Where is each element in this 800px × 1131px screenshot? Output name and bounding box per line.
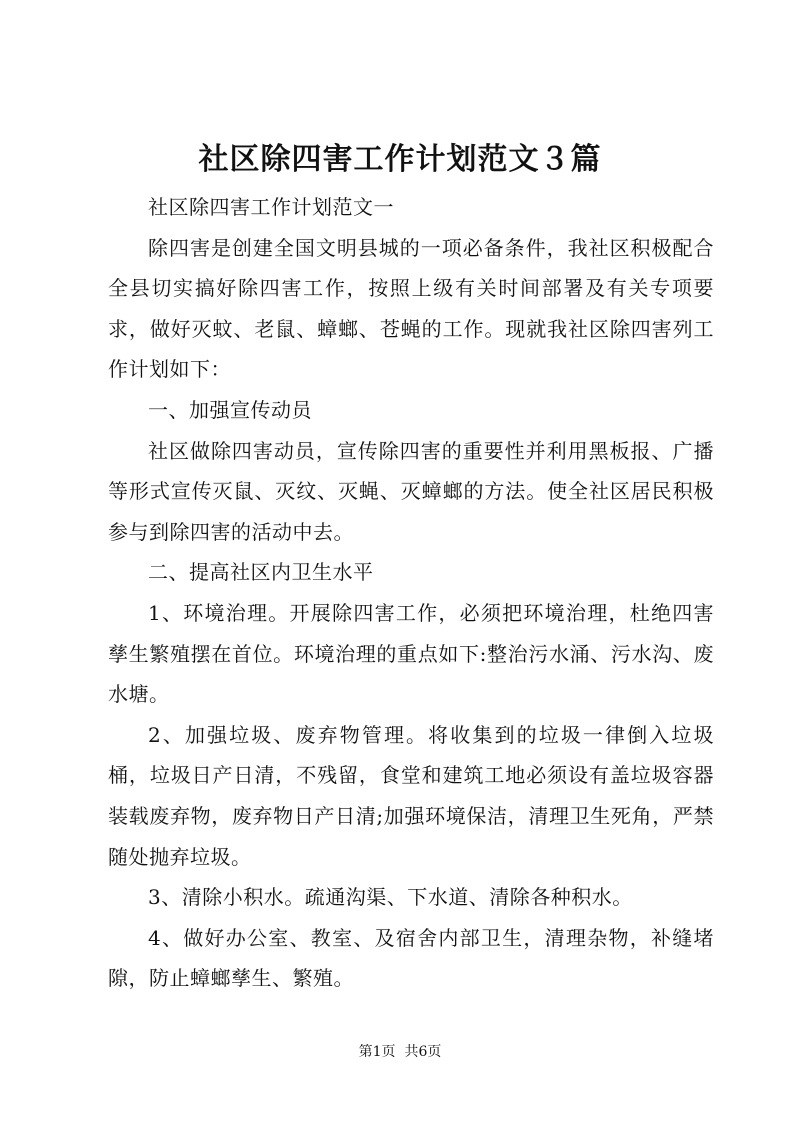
page-indicator: 第1页 共6页 [358, 1044, 442, 1060]
section-heading-example-one: 社区除四害工作计划范文一 [148, 195, 394, 219]
publicity-paragraph: 社区做除四害动员，宣传除四害的重要性并利用黑板报、广播等形式宣传灭鼠、灭纹、灭蝇、灭蟑螂的方法。使全社区居民积极参与到除四害的活动中去。 [108, 438, 714, 544]
document-body [108, 187, 714, 999]
item-indoor-paragraph: 4、做好办公室、教室、及宿舍内部卫生，清理杂物，补缝堵隙，防止蟑螂孳生、繁殖。 [108, 925, 714, 991]
page-footer [0, 1042, 800, 1062]
section-heading-publicity: 一、加强宣传动员 [148, 397, 312, 422]
item-water-paragraph: 3、清除小积水。疏通沟渠、下水道、清除各种积水。 [148, 885, 633, 910]
item-environment-paragraph: 1、环境治理。开展除四害工作，必须把环境治理，杜绝四害孳生繁殖摆在首位。环境治理的重点如下:整治污水涌、污水沟、废水塘。 [108, 600, 714, 707]
item-waste-paragraph: 2、加强垃圾、废弃物管理。将收集到的垃圾一律倒入垃圾桶，垃圾日产日清，不残留，食堂和建筑工地必须设有盖垃圾容器装载废弃物，废弃物日产日清;加强环境保洁，清理卫生死角，严禁随处抛弃垃圾。 [108, 722, 714, 869]
section-heading-hygiene: 二、提高社区内卫生水平 [148, 560, 374, 585]
intro-paragraph: 除四害是创建全国文明县城的一项必备条件，我社区积极配合全县切实搞好除四害工作，按照上级有关时间部署及有关专项要求，做好灭蚊、老鼠、蟑螂、苍蝇的工作。现就我社区除四害列工作计划如下： [108, 235, 714, 382]
document-title: 社区除四害工作计划范文３篇 [198, 142, 602, 177]
